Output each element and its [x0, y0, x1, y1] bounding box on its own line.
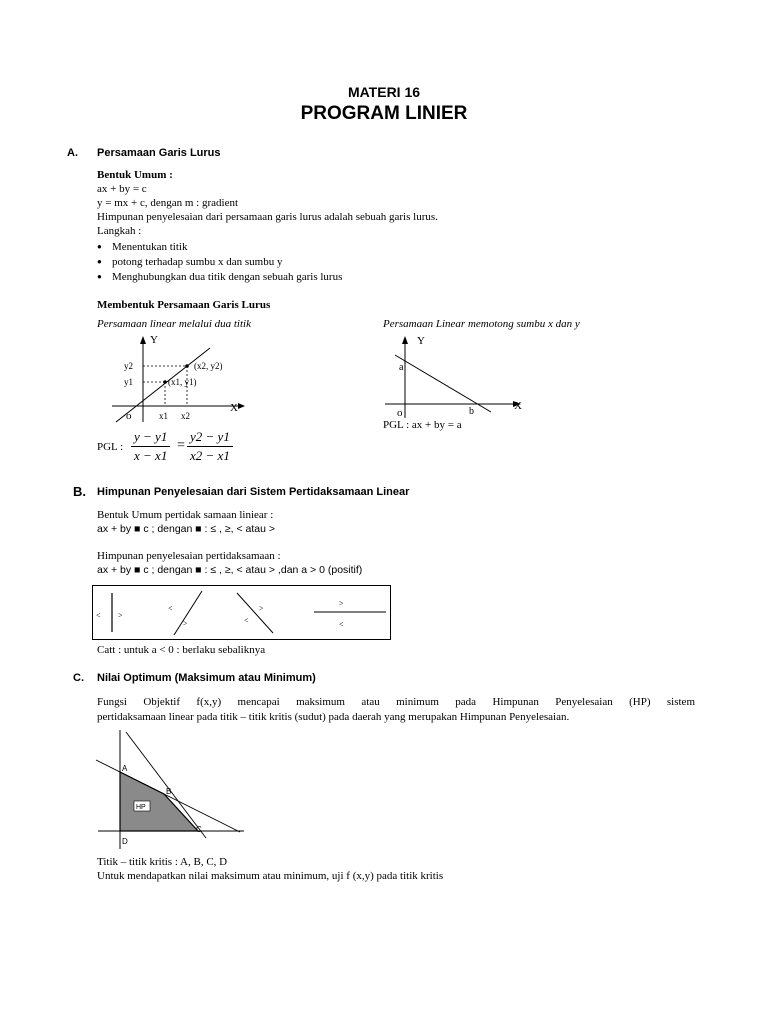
less-than-label: < — [168, 604, 173, 613]
bullet-icon: ● — [97, 272, 102, 281]
paragraph-line: Fungsi Objektif f(x,y) mencapai maksimum atau minimum pada Himpunan Penyelesaian (HP) sistem — [97, 696, 695, 708]
a-intercept-label: a — [399, 362, 404, 373]
hp-label: HP — [136, 804, 146, 811]
intercept-line-graph — [383, 332, 528, 420]
text-line: ax + by = c — [97, 183, 147, 195]
section-a-letter: A. — [67, 147, 78, 159]
section-b-title: Himpunan Penyelesaian dari Sistem Pertidaksamaan Linear — [97, 486, 410, 498]
equals-sign: = — [177, 438, 185, 453]
two-point-line-graph — [108, 332, 248, 424]
pgl-label: PGL : — [97, 441, 124, 453]
bentuk-umum-label: Bentuk Umum : — [97, 169, 173, 181]
text-line: Himpunan penyelesaian pertidaksamaan : — [97, 550, 281, 562]
less-than-label: < — [339, 620, 344, 629]
left-caption: Persamaan linear melalui dua titik — [97, 318, 251, 330]
text-line: Langkah : — [97, 225, 142, 237]
catatan: Catt : untuk a < 0 : berlaku sebaliknya — [97, 644, 266, 656]
point-1-label: (x1, y1) — [168, 377, 197, 387]
greater-than-label: > — [118, 611, 123, 620]
list-item: ● potong terhadap sumbu x dan sumbu y — [97, 256, 283, 268]
list-item: ● Menghubungkan dua titik dengan sebuah garis lurus — [97, 271, 343, 283]
section-b-letter: B. — [73, 484, 86, 499]
x-axis-label: X — [230, 402, 238, 414]
list-item: ● Menentukan titik — [97, 241, 188, 253]
fraction-1: $\frac{y - y1}{x - x1}$ — [131, 429, 170, 464]
bullet-icon: ● — [97, 257, 102, 266]
paragraph-line: pertidaksamaan linear pada titik – titik kritis (sudut) pada daerah yang merupakan Himpunan Penyelesaian. — [97, 711, 570, 723]
x2-label: x2 — [181, 411, 190, 421]
titik-kritis-text: Titik – titik kritis : A, B, C, D — [97, 856, 228, 868]
text-line: y = mx + c, dengan m : gradient — [97, 197, 239, 209]
less-than-label: < — [96, 611, 101, 620]
y-axis-label: Y — [150, 334, 158, 346]
point-a-label: A — [122, 764, 128, 773]
text-line: Bentuk Umum pertidak samaan liniear : — [97, 509, 274, 521]
materi-label: MATERI 16 — [347, 84, 421, 100]
y1-label: y1 — [124, 377, 133, 387]
y2-label: y2 — [124, 361, 133, 371]
membentuk-heading: Membentuk Persamaan Garis Lurus — [97, 299, 271, 311]
section-c-letter: C. — [73, 672, 84, 684]
origin-label: o — [126, 410, 132, 422]
section-c-title: Nilai Optimum (Maksimum atau Minimum) — [97, 672, 316, 684]
y-axis-label: Y — [417, 335, 425, 347]
less-than-label: < — [244, 616, 249, 625]
text-line: ax + by ■ c ; dengan ■ : ≤ , ≥, < atau > — [97, 523, 276, 535]
point-d-label: D — [122, 837, 128, 846]
page-title: PROGRAM LINIER — [300, 103, 468, 124]
point-2-label: (x2, y2) — [194, 361, 223, 371]
b-intercept-label: b — [469, 406, 474, 417]
greater-than-label: > — [183, 619, 188, 628]
fraction-2: $\frac{y2 - y1}{x2 - x1}$ — [187, 429, 233, 464]
uji-text: Untuk mendapatkan nilai maksimum atau minimum, uji f (x,y) pada titik kritis — [97, 870, 444, 882]
text-line: Himpunan penyelesaian dari persamaan garis lurus adalah sebuah garis lurus. — [97, 211, 438, 223]
bullet-icon: ● — [97, 242, 102, 251]
greater-than-label: > — [339, 599, 344, 608]
inequality-regions-box — [92, 585, 392, 641]
x-axis-label: X — [514, 400, 522, 412]
x1-label: x1 — [159, 411, 168, 421]
point-b-label: B — [166, 787, 172, 796]
point-c-label: C — [196, 825, 202, 834]
feasible-region-graph — [94, 728, 246, 850]
text-line: ax + by ■ c ; dengan ■ : ≤ , ≥, < atau > ,dan a > 0 (positif) — [97, 564, 363, 576]
pgl-right: PGL : ax + by = a — [383, 419, 462, 431]
origin-label: o — [397, 407, 403, 419]
section-a-title: Persamaan Garis Lurus — [97, 147, 221, 159]
greater-than-label: > — [259, 604, 264, 613]
right-caption: Persamaan Linear memotong sumbu x dan y — [383, 318, 580, 330]
